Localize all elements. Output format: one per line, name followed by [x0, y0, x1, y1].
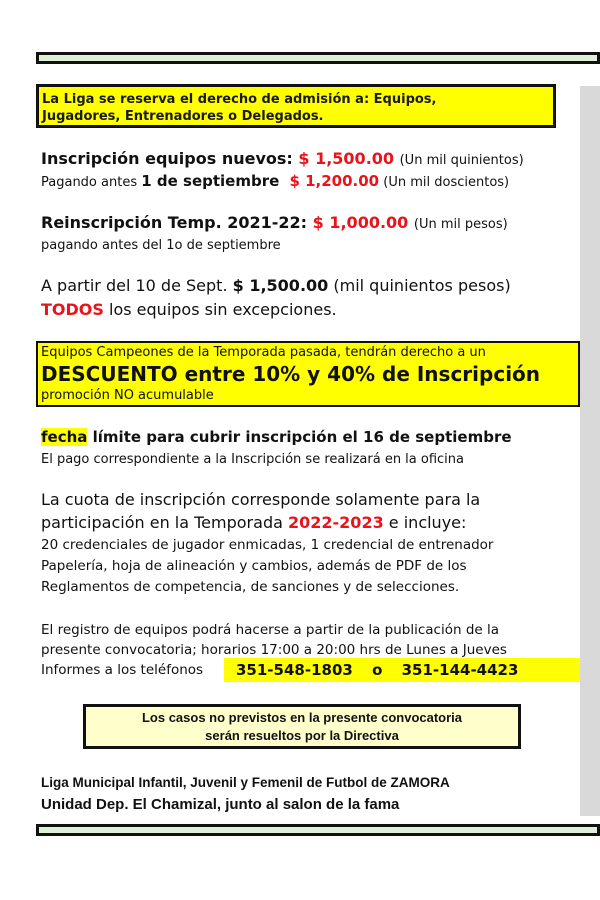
early-date: 1 de septiembre	[141, 172, 280, 190]
unforeseen-cases-box	[83, 704, 521, 749]
fee-line3: 20 credenciales de jugador enmicadas, 1 credencial de entrenador	[41, 537, 494, 553]
new-teams-price-words: (Un mil quinientos)	[399, 153, 524, 168]
deadline-rest: límite para cubrir inscripción el 16 de septiembre	[92, 428, 512, 446]
reinscription-line	[41, 213, 508, 232]
admission-notice-box	[36, 84, 556, 128]
top-border-bar	[36, 52, 600, 64]
early-price-words: (Un mil doscientos)	[383, 175, 510, 190]
admission-notice-line1: La Liga se reserva el derecho de admisión a: Equipos,	[42, 92, 437, 107]
all-teams-line	[41, 300, 337, 319]
registration-line1: El registro de equipos podrá hacerse a partir de la publicación de la	[41, 622, 500, 638]
early-prefix: Pagando antes	[41, 175, 138, 190]
side-gray-strip	[580, 86, 600, 816]
fee-line1: La cuota de inscripción corresponde solamente para la	[41, 490, 481, 509]
all-teams-word: TODOS	[41, 300, 104, 319]
fee-line2	[41, 513, 466, 532]
fee-line2-suffix: e incluye:	[388, 513, 467, 532]
bottom-border-bar	[36, 824, 600, 836]
unforeseen-line1: Los casos no previstos en la presente convocatoria	[141, 710, 463, 725]
phones-label: Informes a los teléfonos	[41, 662, 204, 678]
venue-line: Unidad Dep. El Chamizal, junto al salon de la fama	[41, 796, 400, 813]
reinscription-price: $ 1,000.00	[312, 213, 409, 232]
unforeseen-line2: serán resueltos por la Directiva	[205, 728, 399, 743]
discount-box	[36, 341, 580, 407]
new-teams-early-line	[41, 172, 509, 190]
new-teams-price: $ 1,500.00	[298, 149, 395, 168]
registration-line2: presente convocatoria; horarios 17:00 a 20:00 hrs de Lunes a Jueves	[41, 642, 507, 658]
new-teams-line	[41, 149, 524, 168]
after-date-prefix: A partir del 10 de Sept.	[41, 276, 228, 295]
league-name: Liga Municipal Infantil, Juvenil y Femenil de Futbol de ZAMORA	[41, 775, 450, 790]
phone-number-2: 351-144-4423	[401, 661, 519, 679]
fee-line5: Reglamentos de competencia, de sanciones y de selecciones.	[41, 579, 460, 595]
discount-line3: promoción NO acumulable	[41, 388, 214, 403]
admission-notice-line2: Jugadores, Entrenadores o Delegados.	[42, 109, 324, 124]
fee-line2-prefix: participación en la Temporada	[41, 513, 283, 532]
deadline-word: fecha	[41, 428, 88, 446]
early-price: $ 1,200.00	[289, 172, 380, 190]
phone-separator: o	[372, 661, 383, 679]
all-teams-rest: los equipos sin excepciones.	[109, 300, 337, 319]
deadline-line	[41, 428, 512, 446]
office-payment-note: El pago correspondiente a la Inscripción se realizará en la oficina	[41, 452, 465, 467]
phones-highlight	[224, 658, 580, 682]
after-date-line	[41, 276, 511, 295]
discount-line1: Equipos Campeones de la Temporada pasada, tendrán derecho a un	[41, 345, 486, 360]
phone-number-1: 351-548-1803	[236, 661, 353, 679]
after-date-price-words: (mil quinientos pesos)	[333, 276, 511, 295]
reinscription-price-words: (Un mil pesos)	[413, 217, 508, 232]
after-date-price: $ 1,500.00	[232, 276, 329, 295]
new-teams-label: Inscripción equipos nuevos:	[41, 149, 293, 168]
fee-line4: Papelería, hoja de alineación y cambios, además de PDF de los	[41, 558, 467, 574]
season-years: 2022-2023	[288, 513, 384, 532]
reinscription-note: pagando antes del 1o de septiembre	[41, 238, 281, 253]
reinscription-label: Reinscripción Temp. 2021-22:	[41, 213, 308, 232]
discount-headline: DESCUENTO entre 10% y 40% de Inscripción	[41, 362, 541, 386]
